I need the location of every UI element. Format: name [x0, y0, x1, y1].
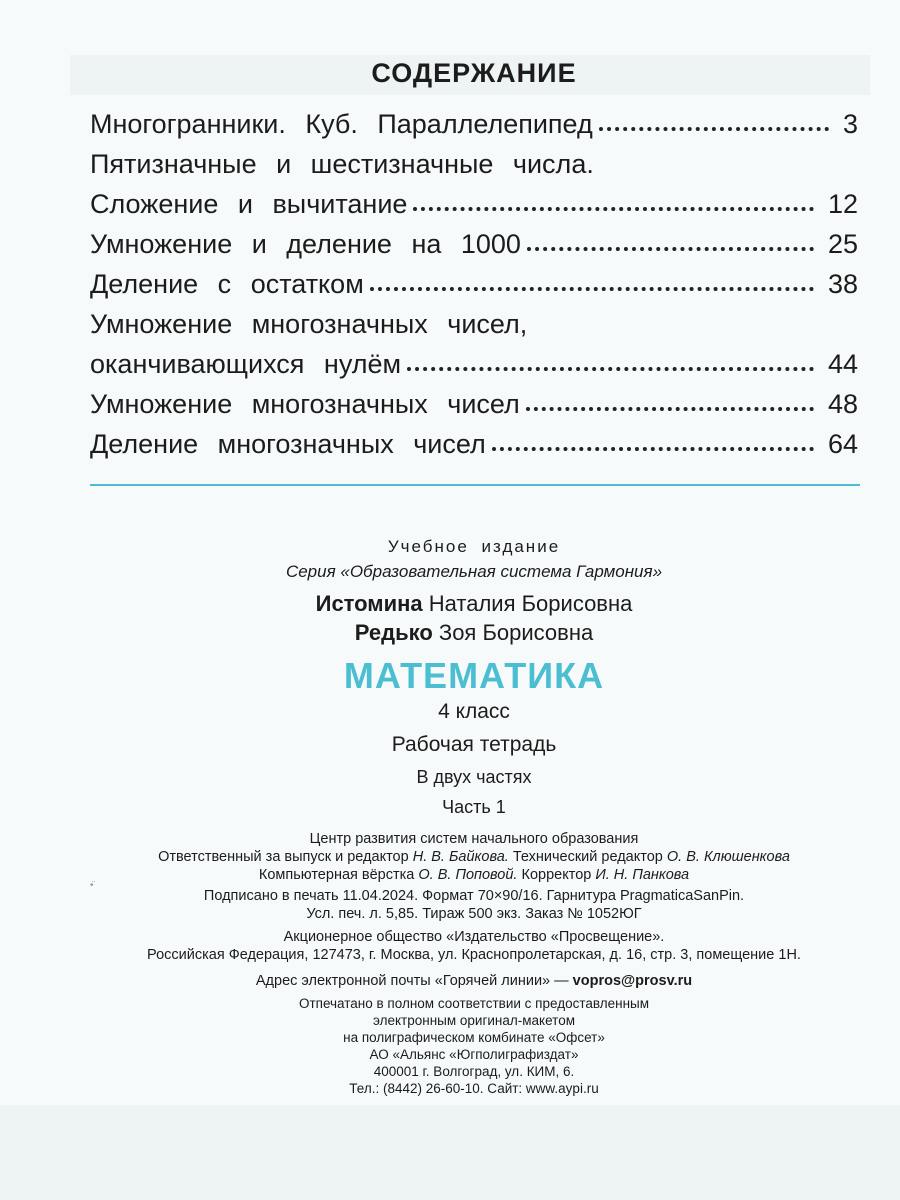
author-surname: Истомина: [315, 591, 423, 616]
toc-entry-title: Умножение многозначных чисел,: [90, 309, 528, 339]
toc-leader-dots: [599, 127, 829, 131]
toc-leader-dots: [413, 207, 814, 211]
imprint-signed: Подписано в печать 11.04.2024. Формат 70×90/16. Гарнитура PragmaticaSanPin.: [203, 888, 745, 904]
book-type: Рабочая тетрадь: [391, 733, 557, 756]
toc-entry: [90, 100, 858, 140]
proof-label: Корректор: [521, 867, 592, 883]
toc-entry: [90, 220, 858, 260]
printing-line: на полиграфическом комбинате «Офсет»: [343, 1030, 605, 1045]
toc-entry-page: 64: [827, 429, 858, 459]
part-number: Часть 1: [442, 797, 506, 817]
toc-entry-page: 25: [827, 229, 858, 259]
imprint-publisher: Акционерное общество «Издательство «Просвещение».: [283, 929, 665, 945]
toc-entry-title: Деление многозначных чисел: [90, 429, 486, 459]
author: [0, 591, 900, 617]
imprint-address: Российская Федерация, 127473, г. Москва, ул. Краснопролетарская, д. 16, стр. 3, помещение 1Н.: [147, 947, 801, 963]
imprint-layout: [0, 866, 900, 884]
subject-title: МАТЕМАТИКА: [343, 655, 605, 696]
bleed-through-band-bottom: [0, 1105, 900, 1200]
editor-name: Н. В. Байкова.: [412, 849, 509, 865]
toc-entry: [90, 300, 858, 340]
toc-title: СОДЕРЖАНИЕ: [371, 58, 577, 88]
edition-type: Учебное издание: [387, 537, 561, 556]
toc-leader-dots: [492, 447, 814, 451]
toc-entry-title: Умножение многозначных чисел: [90, 389, 520, 419]
proof-name: И. Н. Панкова: [595, 867, 690, 883]
toc-entry-page: 3: [842, 109, 858, 139]
grade: 4 класс: [438, 700, 510, 723]
toc-entry-title: оканчивающихся нулём: [90, 349, 402, 379]
toc-entry: [90, 180, 858, 220]
layout-name: О. В. Поповой.: [418, 867, 518, 883]
author-names: Зоя Борисовна: [438, 620, 594, 645]
toc-entry: [90, 380, 858, 420]
printing-line: Отпечатано в полном соответствии с предоставленным: [298, 996, 650, 1011]
layout-label: Компьютерная вёрстка: [258, 867, 415, 883]
editor-label: Ответственный за выпуск и редактор: [158, 849, 409, 865]
author-surname: Редько: [354, 620, 433, 645]
toc-entry-page: 12: [827, 189, 858, 219]
toc-leader-dots: [526, 407, 814, 411]
toc-leader-dots: [370, 287, 814, 291]
tech-editor-label: Технический редактор: [512, 849, 663, 865]
imprint-volume: Усл. печ. л. 5,85. Тираж 500 экз. Заказ № 1052ЮГ: [306, 906, 642, 922]
table-of-contents: [90, 100, 858, 460]
author-names: Наталия Борисовна: [428, 591, 633, 616]
printing-line: электронным оригинал-макетом: [373, 1013, 575, 1028]
parts-info: В двух частях: [416, 767, 532, 787]
toc-entry-title: Деление с остатком: [90, 269, 364, 299]
toc-leader-dots: [407, 367, 814, 371]
series-name: Серия «Образовательная система Гармония»: [285, 562, 663, 581]
imprint-center: Центр развития систем начального образования: [309, 831, 639, 847]
toc-entry-title: Умножение и деление на 1000: [90, 229, 521, 259]
author: [0, 620, 900, 646]
tech-editor-name: О. В. Клюшенкова: [666, 849, 790, 865]
toc-entry: [90, 140, 858, 180]
toc-entry: [90, 340, 858, 380]
printing-line: 400001 г. Волгоград, ул. КИМ, 6.: [373, 1064, 575, 1079]
email-address: vopros@prosv.ru: [572, 973, 693, 989]
imprint-email: [0, 972, 900, 990]
toc-entry-page: 44: [827, 349, 858, 379]
divider-rule: [90, 484, 860, 486]
toc-entry-title: Сложение и вычитание: [90, 189, 408, 219]
toc-entry-page: 38: [827, 269, 858, 299]
toc-entry-title: Пятизначные и шестизначные числа.: [90, 149, 594, 179]
toc-entry: [90, 420, 858, 460]
imprint-editors: [0, 848, 900, 866]
print-mark: •̈: [90, 880, 94, 891]
printing-line: Тел.: (8442) 26-60-10. Сайт: www.aypi.ru: [349, 1081, 599, 1096]
toc-entry-page: 48: [827, 389, 858, 419]
printing-line: АО «Альянс «Югполиграфиздат»: [369, 1047, 579, 1062]
toc-leader-dots: [527, 247, 814, 251]
toc-entry-title: Многогранники. Куб. Параллелепипед: [90, 109, 593, 139]
toc-entry: [90, 260, 858, 300]
email-label: Адрес электронной почты «Горячей линии» —: [255, 973, 569, 989]
